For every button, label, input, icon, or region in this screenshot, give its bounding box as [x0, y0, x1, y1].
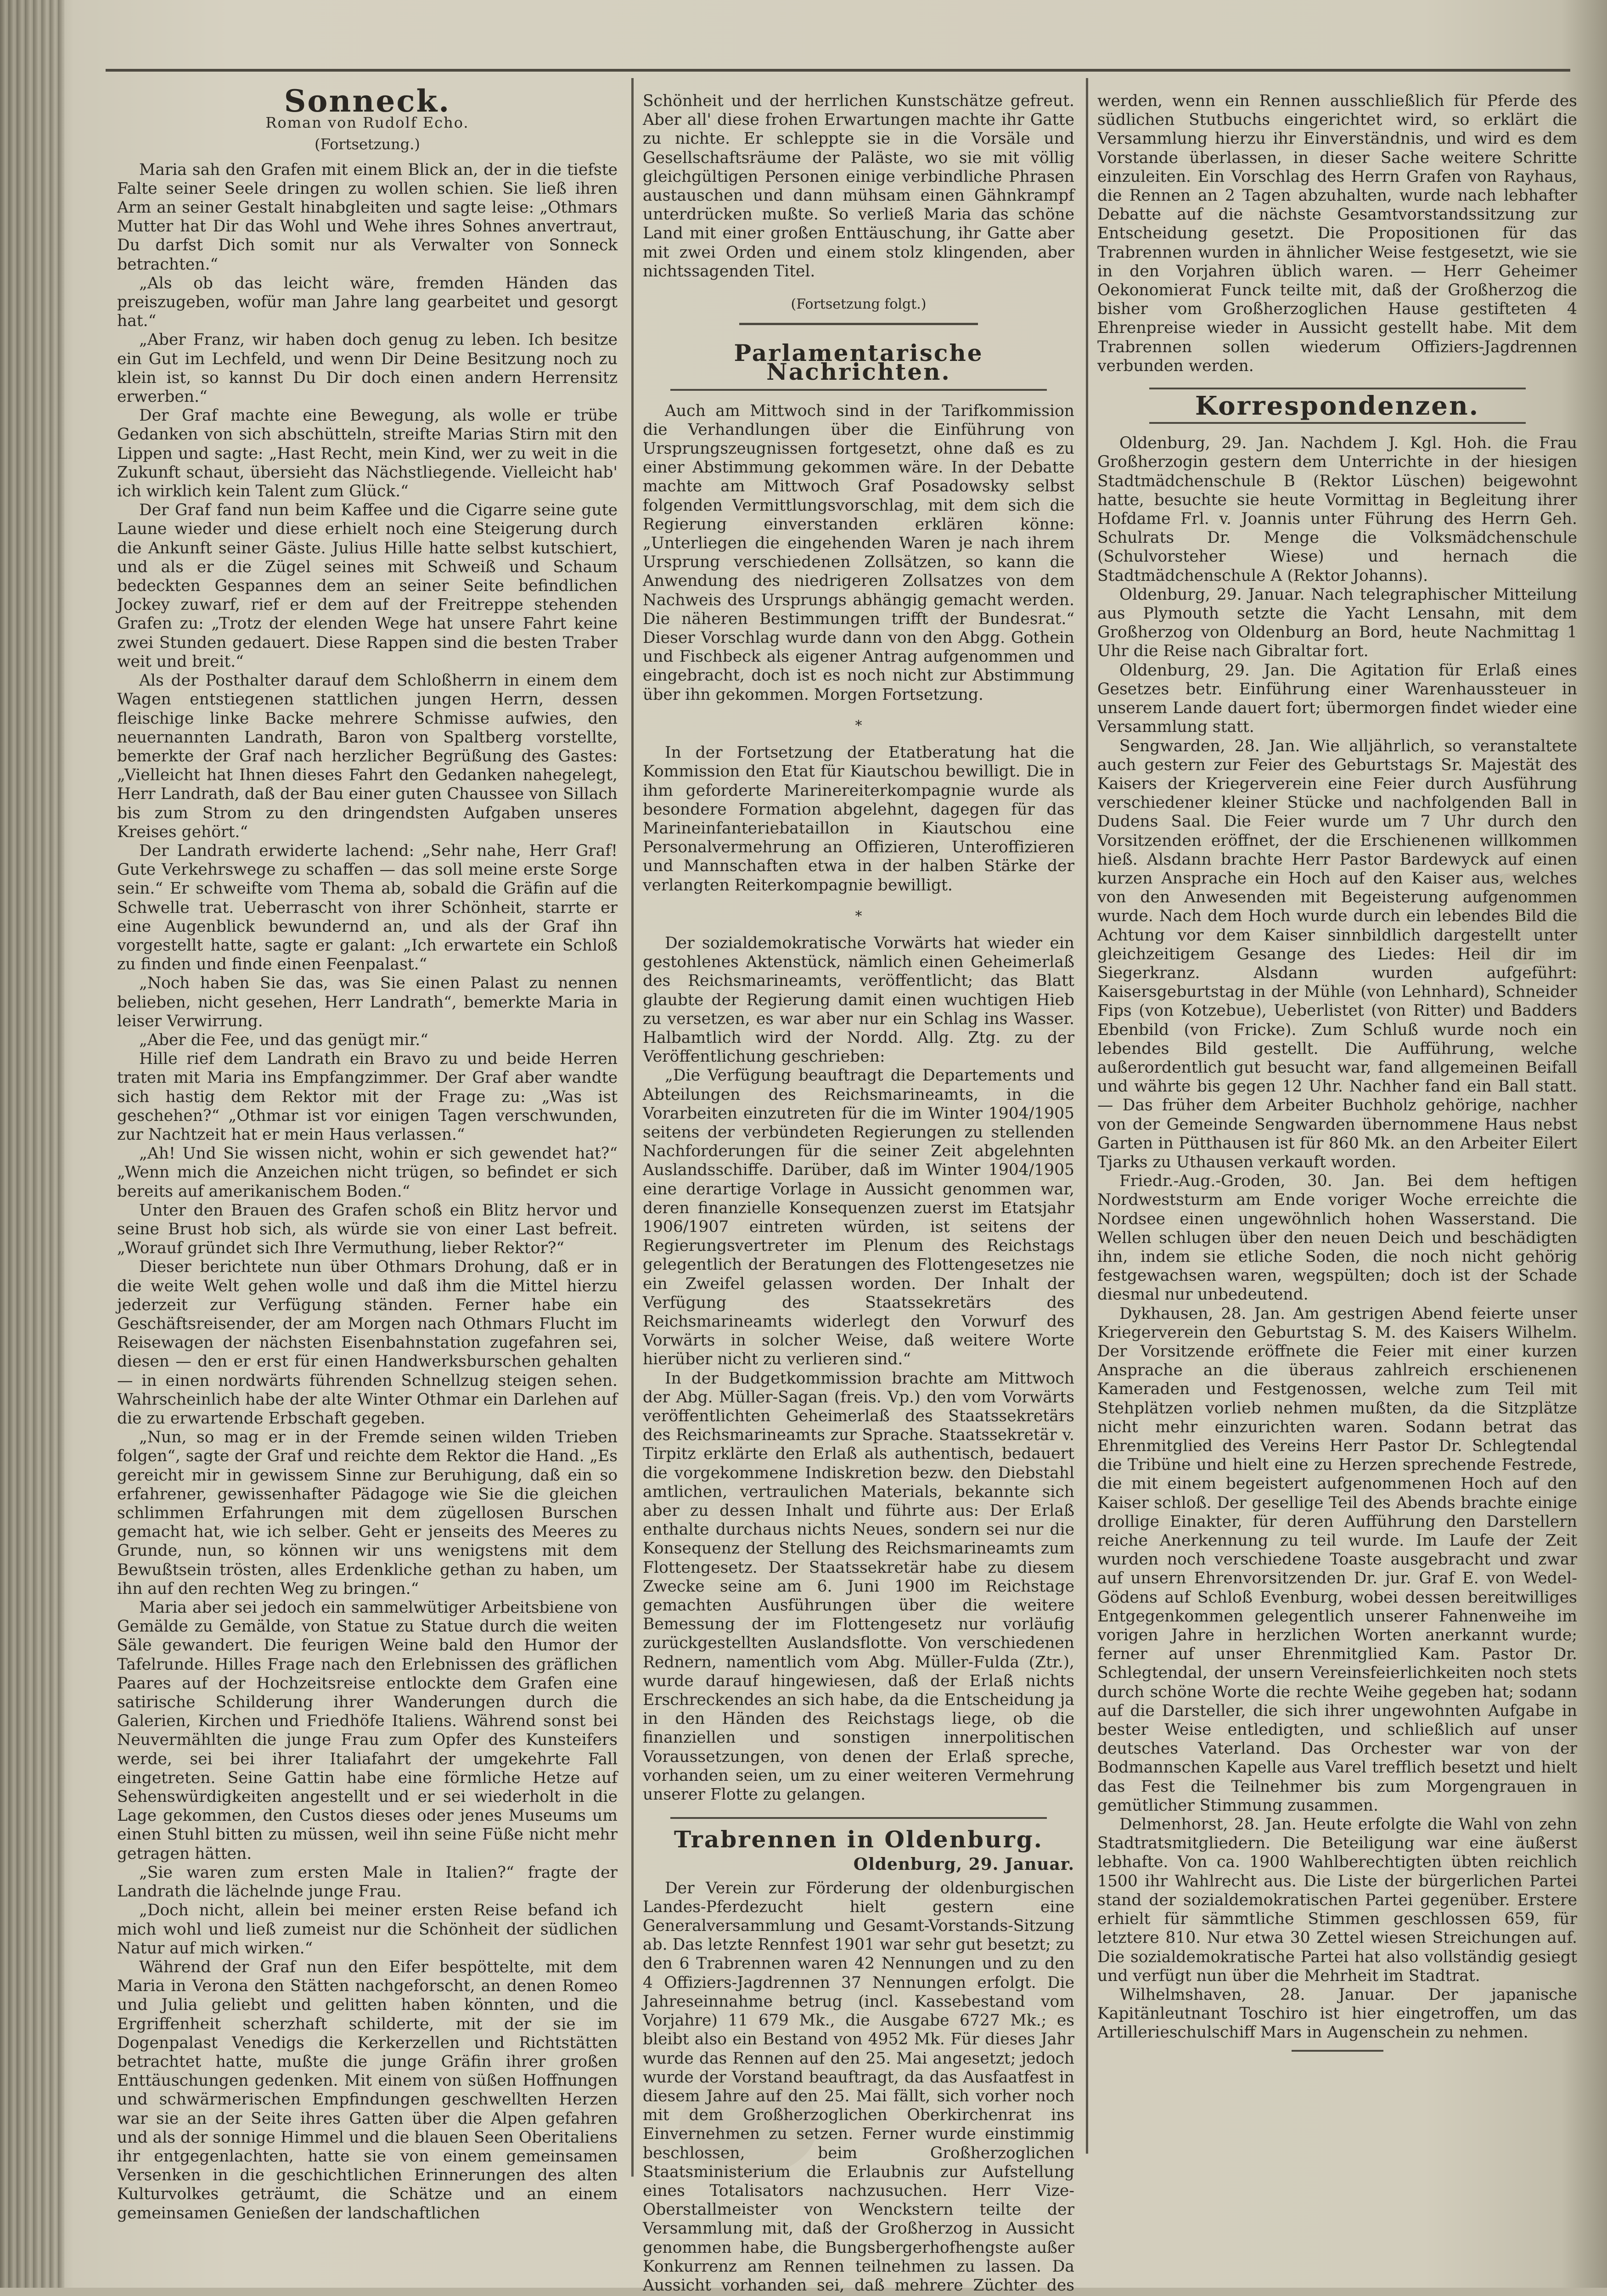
- section-heading: Parlamentarische Nachrichten.: [734, 339, 983, 386]
- column-2: [643, 92, 1074, 2296]
- dateline-text: Oldenburg, 29. Januar.: [853, 1855, 1074, 1874]
- paragraph: Sengwarden, 28. Jan. Wie alljährlich, so veranstaltete auch gestern zur Feier des Geburtstags Sr. Majestät des Kaisers der Kriegerverein eine Feier durch Ausführung verschiedener kleiner Stücke und nachfolgenden Ball in Dudens Saal. Die Feier wurde um 7 Uhr durch den Vorsitzenden eröffnet, der die Erschienenen willkommen hieß. Alsdann brachte Herr Pastor Bardewyck auf einen kurzen Ansprache ein Hoch auf den Kaiser aus, welches von den Anwesenden mit Begeisterung aufgenommen wurde. Nach dem Hoch wurde durch ein lebendes Bild die Achtung vor dem Kaiser sinnbildlich dargestellt unter gleichzeitigem Gesange des Liedes: Heil dir im Siegerkranz. Alsdann wurden aufgeführt: Kaisersgeburtstag in der Mühle (von Lehnhard), Schneider Fips (von Kotzebue), Ueberlistet (von Ritter) und Badders Ebenbild (von Fricke). Zum Schluß wurde noch ein lebendes Bild gestellt. Die Aufführung, welche außerordentlich gut besucht war, fand allgemeinen Beifall und währte bis gegen 12 Uhr. Nachher fand ein Ball statt. — Das früher dem Arbeiter Buchholz gehörige, nachher von der Gemeinde Sengwarden übernommene Haus nebst Garten in Pütthausen ist für 860 Mk. an den Arbeiter Eilert Tjarks zu Uthausen verkauft worden.: [1097, 737, 1577, 1171]
- paragraph: werden, wenn ein Rennen ausschließlich für Pferde des südlichen Stutbuchs eingerichtet wird, so erklärt die Versammlung hierzu ihr Einverständnis, und wird es dem Vorstande überlassen, in dieser Sache weitere Schritte einzuleiten. Ein Vorschlag des Herrn Grafen von Rayhaus, die Rennen an 2 Tagen abzuhalten, wurde nach lebhafter Debatte auf die nächste Gesamtvorstandssitzung zur Entscheidung gesetzt. Die Propositionen für das Trabrennen wurden in ähnlicher Weise festgesetzt, wie sie in den Vorjahren üblich waren. — Herr Geheimer Oekonomierat Funck teilte mit, daß der Großherzog die bisher vom Großherzoglichen Hause gestifteten 4 Ehrenpreise wieder in Aussicht gestellt habe. Mit dem Trabrennen sollen wiederum Offiziers-Jagdrennen verbunden werden.: [1097, 92, 1577, 375]
- dateline: [643, 1855, 1074, 1874]
- paragraph: Maria aber sei jedoch ein sammelwütiger Arbeitsbiene von Gemälde zu Gemälde, von Statue zu Statue durch die weiten Säle gewandert. Die feurigen Weine bald den Humor der Tafelrunde. Hilles Frage nach den Erlebnissen des gräflichen Paares auf der Hochzeitsreise entlockte dem Grafen eine satirische Schilderung ihrer Wanderungen durch die Galerien, Kirchen und Friedhöfe Italiens. Während sonst bei Neuvermählten die junge Frau zum Opfer des Kunsteifers werde, sei bei ihrer Italiafahrt der umgekehrte Fall eingetreten. Seine Gattin habe eine förmliche Hetze auf Sehenswürdigkeiten angestellt und er sei wiederholt in die Lage gekommen, den Custos dieses oder jenes Museums um einen Stuhl bitten zu müssen, weil ihn seine Füße nicht mehr getragen hätten.: [117, 1598, 618, 1863]
- column-3: [1097, 92, 1577, 2052]
- paragraph: Der sozialdemokratische Vorwärts hat wieder ein gestohlenes Aktenstück, nämlich einen Geheimerlaß des Reichsmarineamts, veröffentlicht; das Blatt glaubte der Regierung damit einen wuchtigen Hieb zu versetzen, es war aber nur ein Schlag ins Wasser. Halbamtlich wird der Nordd. Allg. Ztg. zu der Veröffentlichung geschrieben:: [643, 934, 1074, 1066]
- paragraph: „Ah! Und Sie wissen nicht, wohin er sich gewendet hat?“ „Wenn mich die Anzeichen nicht trügen, so befindet er sich bereits auf amerikanischem Boden.“: [117, 1144, 618, 1201]
- paragraph: Als der Posthalter darauf dem Schloßherrn in einem dem Wagen entstiegenen stattlichen jungen Herrn, dessen fleischige linke Backe mehrere Schmisse aufwies, den neuernannten Landrath, Baron von Spaltberg vorstellte, bemerkte der Graf nach herzlicher Begrüßung des Gastes: „Vielleicht hat Ihnen dieses Fahrt den Gedanken nahegelegt, Herr Landrath, daß der Bau einer guten Chaussee von Sillach bis zum Strom zu den dringendsten Aufgaben unseres Kreises gehört.“: [117, 671, 618, 841]
- paragraph: Schönheit und der herrlichen Kunstschätze gefreut. Aber all' diese frohen Erwartungen machte ihr Gatte zu nichte. Er schleppte sie in die Vorsäle und Gesellschaftsräume der Paläste, wo sie mit völlig gleichgültigen Personen einige verbindliche Phrasen austauschen und dann mühsam einen Gähnkrampf unterdrücken mußte. So verließ Maria das schöne Land mit einer großen Enttäuschung, ihr Gatte aber mit zwei Orden und einem stolz klingenden, aber nichtssagenden Titel.: [643, 92, 1074, 281]
- serial-author: Roman von Rudolf Echo.: [265, 114, 469, 132]
- section-heading: Korrespondenzen.: [1195, 391, 1480, 422]
- paragraph: „Doch nicht, allein bei meiner ersten Reise befand ich mich wohl und ließ zumeist nur die Schönheit der südlichen Natur auf mich wirken.“: [117, 1901, 618, 1958]
- paragraph: „Aber die Fee, und das genügt mir.“: [139, 1030, 428, 1049]
- paragraph: Der Graf machte eine Bewegung, als wolle er trübe Gedanken von sich abschütteln, streifte Marias Stirn mit den Lippen und sagte: „Hast Recht, mein Kind, wer zu weit in die Zukunft schaut, übersieht das Nächstliegende. Vielleicht hab' ich wirklich kein Talent zum Glück.“: [117, 406, 618, 501]
- paragraph: Der Graf fand nun beim Kaffee und die Cigarre seine gute Laune wieder und diese erhielt noch eine Steigerung durch die Ankunft seiner Gäste. Julius Hille hatte selbst kutschiert, und als er die Zügel seines mit Schweiß und Schaum bedeckten Gespannes dem an seiner Seite befindlichen Jockey zuwarf, rief er dem auf der Freitreppe stehenden Grafen zu: „Trotz der elenden Wege hat unsere Fahrt keine zwei Stunden gedauert. Diese Rappen sind die besten Traber weit und breit.“: [117, 501, 618, 671]
- section-rule: [1149, 388, 1526, 389]
- paragraph: Oldenburg, 29. Januar. Nach telegraphischer Mitteilung aus Plymouth setzte die Yacht Lensahn, mit dem Großherzog von Oldenburg an Bord, heute Nachmittag 1 Uhr die Reise nach Gibraltar fort.: [1097, 585, 1577, 661]
- section-rule: [739, 323, 978, 325]
- paragraph: „Als ob das leicht wäre, fremden Händen das preiszugeben, wofür man Jahre lang gearbeitet und gesorgt hat.“: [117, 274, 618, 331]
- section-rule: [670, 1817, 1047, 1819]
- paragraph: Wilhelmshaven, 28. Januar. Der japanische Kapitänleutnant Toschiro ist hier eingetroffen, um das Artillerieschulschiff Mars in Augenschein zu nehmen.: [1097, 1985, 1577, 2042]
- paragraph: „Nun, so mag er in der Fremde seinen wilden Trieben folgen“, sagte der Graf und reichte dem Rektor die Hand. „Es gereicht mir in gewissem Sinne zur Beruhigung, daß ein so erfahrener, gewissenhafter Pädagoge wie Sie die gleichen schlimmen Erfahrungen mit dem zügellosen Burschen gemacht hat, wie ich selber. Geht er jenseits des Meeres zu Grunde, nun, so können wir uns wenigstens mit dem Bewußtsein trösten, alles Erdenkliche gethan zu haben, um ihn auf den rechten Weg zu bringen.“: [117, 1428, 618, 1598]
- section-heading: Trabrennen in Oldenburg.: [674, 1826, 1044, 1853]
- serial-title: Sonneck.: [284, 83, 451, 119]
- paragraph: „Noch haben Sie das, was Sie einen Palast zu nennen belieben, nicht gesehen, Herr Landrath“, bemerkte Maria in leiser Verwirrung.: [117, 974, 618, 1030]
- paragraph: „Sie waren zum ersten Male in Italien?“ fragte der Landrath die lächelnde junge Frau.: [117, 1863, 618, 1901]
- paragraph: Oldenburg, 29. Jan. Nachdem J. Kgl. Hoh. die Frau Großherzogin gestern dem Unterrichte in der hiesigen Stadtmädchenschule B (Rektor Lüschen) beigewohnt hatte, besuchte sie heute Vormittag in Begleitung ihrer Hofdame Frl. v. Joannis unter Führung des Herrn Geh. Schulrats Dr. Menge die Volksmädchenschule (Schulvorsteher Wiese) und hernach die Stadtmädchenschule A (Rektor Johanns).: [1097, 434, 1577, 585]
- top-rule: [106, 69, 1570, 72]
- paragraph: Oldenburg, 29. Jan. Die Agitation für Erlaß eines Gesetzes betr. Einführung einer Warenhaussteuer in unserem Lande dauert fort; übermorgen findet wieder eine Versammlung statt.: [1097, 661, 1577, 737]
- section-rule: [670, 389, 1047, 391]
- section-rule: [1149, 422, 1526, 424]
- column-divider-1: [631, 78, 634, 2177]
- book-binding-edge: [0, 0, 64, 2288]
- column-1: [117, 83, 618, 2223]
- paragraph: „Aber Franz, wir haben doch genug zu leben. Ich besitze ein Gut im Lechfeld, und wenn Dir Deine Besitzung noch zu klein ist, so kannst Du Dir doch einen andern Herrensitz erwerben.“: [117, 331, 618, 406]
- paragraph: In der Budgetkommission brachte am Mittwoch der Abg. Müller-Sagan (freis. Vp.) den vom Vorwärts veröffentlichten Geheimerlaß des Staatssekretärs des Reichsmarineamts zur Sprache. Staatssekretär v. Tirpitz erklärte den Erlaß als authentisch, bedauert die vorgekommene Indiskretion bezw. den Diebstahl amtlichen, vertraulichen Materials, bekannte sich aber zu dessen Inhalt und führte aus: Der Erlaß enthalte durchaus nichts Neues, sondern sei nur die Konsequenz der Stellung des Reichsmarineamts zum Flottengesetz. Der Staatssekretär habe zu diesem Zwecke seine am 6. Juni 1900 im Reichstage gemachten Ausführungen über die weitere Bemessung der im Flottengesetz nur vorläufig zurückgestellten Auslandsflotte. Von verschiedenen Rednern, namentlich vom Abg. Müller-Fulda (Ztr.), wurde darauf hingewiesen, daß der Erlaß nichts Erschreckendes an sich habe, da die Entscheidung ja in den Händen des Reichstags liege, ob die finanziellen und sonstigen innerpolitischen Voraussetzungen, von denen der Erlaß spreche, vorhanden seien, um zu einer weiteren Vermehrung unserer Flotte zu gelangen.: [643, 1369, 1074, 1804]
- paragraph: Hille rief dem Landrath ein Bravo zu und beide Herren traten mit Maria ins Empfangzimmer. Der Graf aber wandte sich hastig dem Rektor mit der Frage zu: „Was ist geschehen?“ „Othmar ist vor einigen Tagen verschwunden, zur Nachtzeit hat er mein Haus verlassen.“: [117, 1050, 618, 1144]
- paragraph: Unter den Brauen des Grafen schoß ein Blitz hervor und seine Brust hob sich, als würde sie von einer Last befreit. „Worauf gründet sich Ihre Vermuthung, lieber Rektor?“: [117, 1201, 618, 1258]
- paragraph: Maria sah den Grafen mit einem Blick an, der in die tiefste Falte seiner Seele dringen zu wollen schien. Sie ließ ihren Arm an seiner Gestalt hinabgleiten und sagte leise: „Othmars Mutter hat Dir das Wohl und Wehe ihres Sohnes anvertraut, Du darfst Dich somit nur als Verwalter von Sonneck betrachten.“: [117, 160, 618, 274]
- serial-continuation-note: (Fortsetzung folgt.): [791, 296, 927, 313]
- paragraph: Delmenhorst, 28. Jan. Heute erfolgte die Wahl von zehn Stadtratsmitgliedern. Die Beteiligung war eine äußerst lebhafte. Von ca. 1900 Wahlberechtigten übten reichlich 1500 ihr Wahlrecht aus. Die Liste der bürgerlichen Partei stand der sozialdemokratischen Partei gegenüber. Erstere erhielt für sämmtliche Stimmen geschlossen 659, für letztere 810. Nur etwa 30 Zettel wiesen Streichungen auf. Die sozialdemokratische Partei hat also vollständig gesiegt und verfügt nun über die Mehrheit im Stadtrat.: [1097, 1815, 1577, 1985]
- paragraph: Friedr.-Aug.-Groden, 30. Jan. Bei dem heftigen Nordweststurm am Ende voriger Woche erreichte die Nordsee einen ungewöhnlich hohen Wasserstand. Die Wellen schlugen über den neuen Deich und beschädigten ihn, indem sie etliche Soden, die noch nicht gehörig festgewachsen waren, wegspülten; doch ist der Schade diesmal nur unbedeutend.: [1097, 1172, 1577, 1304]
- paragraph: Der Landrath erwiderte lachend: „Sehr nahe, Herr Graf! Gute Verkehrswege zu schaffen — das soll meine erste Sorge sein.“ Er schweifte vom Thema ab, sobald die Gräfin auf die Schwelle trat. Ueberrascht von ihrer Schönheit, starrte er eine Augenblick bewundernd an, und als der Graf ihn vorgestellt hatte, sagte er galant: „Ich erwartete ein Schloß zu finden und finde einen Feenpalast.“: [117, 841, 618, 974]
- end-rule: [1292, 2050, 1383, 2052]
- paragraph: Der Verein zur Förderung der oldenburgischen Landes-Pferdezucht hielt gestern eine Generalversammlung und Gesamt-Vorstands-Sitzung ab. Das letzte Rennfest 1901 war sehr gut besetzt; zu den 6 Trabrennen waren 42 Nennungen und zu den 4 Offiziers-Jagdrennen 37 Nennungen erfolgt. Die Jahreseinnahme betrug (incl. Kassebestand vom Vorjahre) 11 679 Mk., die Ausgabe 6727 Mk.; es bleibt also ein Bestand von 4952 Mk. Für dieses Jahr wurde das Rennen auf den 25. Mai angesetzt; jedoch wurde der Vorstand beauftragt, da das Ausfaatfest in diesem Jahre auf den 25. Mai fällt, sich vorher noch mit dem Großherzoglichen Oberkirchenrat ins Einvernehmen zu setzen. Ferner wurde einstimmig beschlossen, beim Großherzoglichen Staatsministerium die Erlaubnis zur Aufstellung eines Totalisators nachzusuchen. Herr Vize-Oberstallmeister von Wenckstern teilte der Versammlung mit, daß der Großherzog in Aussicht genommen habe, die Bungsbergerhofhengste außer Konkurrenz am Rennen teilnehmen zu lassen. Da Aussicht vorhanden sei, daß mehrere Züchter des: [643, 1879, 1074, 2295]
- section-separator: *: [855, 717, 862, 734]
- paragraph: In der Fortsetzung der Etatberatung hat die Kommission den Etat für Kiautschou bewilligt. Die in ihm geforderte Marinereiterkompagnie wurde als besondere Formation abgelehnt, dagegen für das Marineinfanteriebataillon in Kiautschou eine Personalvermehrung an Offizieren, Unteroffizieren und Mannschaften etwa in der halben Stärke der verlangten Reiterkompagnie bewilligt.: [643, 743, 1074, 895]
- paragraph: Dykhausen, 28. Jan. Am gestrigen Abend feierte unser Kriegerverein den Geburtstag S. M. des Kaisers Wilhelm. Der Vorsitzende eröffnete die Feier mit einer kurzen Ansprache an die überaus zahlreich erschienenen Kameraden und Festgenossen, welche zum Teil mit Stehplätzen vorlieb nehmen mußten, da die Sitzplätze nicht mehr einzurichten waren. Sodann betrat das Ehrenmitglied des Vereins Herr Pastor Dr. Schlegtendal die Tribüne und hielt eine zu Herzen sprechende Festrede, die mit einem begeistert aufgenommenen Hoch auf den Kaiser schloß. Der gesellige Teil des Abends brachte einige drollige Einakter, für deren Aufführung den Darstellern reiche Anerkennung zu teil wurde. Im Laufe der Zeit wurden noch verschiedene Toaste ausgebracht und zwar auf unsern Ehrenvorsitzenden Dr. jur. Graf E. von Wedel-Gödens auf Schloß Evenburg, wobei dessen bereitwilliges Entgegenkommen gelegentlich unserer Fahnenweihe im vorigen Jahre in herzlichen Worten anerkannt wurde; ferner auf unser Ehrenmitglied Kam. Pastor Dr. Schlegtendal, der unsern Vereinsfeierlichkeiten noch stets durch schöne Worte die rechte Weihe gegeben hat; sodann auf die Darsteller, die sich ihrer ungewohnten Aufgabe in bester Weise entledigten, und schließlich auf unser deutsches Vaterland. Das Orchester war von der Bodmannschen Kapelle aus Varel trefflich besetzt und hielt das Fest die Teilnehmer bis zum Morgengrauen in gemütlicher Stimmung zusammen.: [1097, 1304, 1577, 1815]
- serial-continuation: (Fortsetzung.): [315, 135, 420, 153]
- paragraph: Auch am Mittwoch sind in der Tarifkommission die Verhandlungen über die Einführung von Ursprungszeugnissen fortgesetzt, ohne daß es zu einer Abstimmung gekommen wäre. In der Debatte machte am Mittwoch Graf Posadowsky selbst folgenden Vermittlungsvorschlag, mit dem sich die Regierung einverstanden erklären könne: „Unterliegen die eingehenden Waren je nach ihrem Ursprung verschiedenen Zollsätzen, so kann die Anwendung des niedrigeren Zollsatzes von dem Nachweis des Ursprungs abhängig gemacht werden. Die näheren Bestimmungen trifft der Bundesrat.“ Dieser Vorschlag wurde dann von den Abgg. Gothein und Fischbeck als eigener Antrag aufgenommen und eingebracht, doch ist es noch nicht zur Abstimmung über ihn gekommen. Morgen Fortsetzung.: [643, 401, 1074, 704]
- paragraph: Während der Graf nun den Eifer bespöttelte, mit dem Maria in Verona den Stätten nachgeforscht, an denen Romeo und Julia geliebt und gelitten haben könnten, und die Ergriffenheit scherzhaft schilderte, mit der sie im Dogenpalast Venedigs die Kerkerzellen und Richtstätten betrachtet hatte, mußte die junge Gräfin ihrer großen Enttäuschungen gedenken. Mit einem von süßen Hoffnungen und schwärmerischen Empfindungen geschwellten Herzen war sie an der Seite ihres Gatten über die Alpen gefahren und als der sonnige Himmel und die blauen Seen Oberitaliens ihr entgegenlachten, hatte sie von einem gemeinsamen Versenken in die geschichtlichen Erinnerungen des alten Kulturvolkes geträumt, die Schätze und an einem gemeinsamen Genießen der landschaftlichen: [117, 1958, 618, 2223]
- paragraph: Dieser berichtete nun über Othmars Drohung, daß er in die weite Welt gehen wolle und daß ihm die Mittel hierzu jederzeit zur Verfügung ständen. Ferner habe ein Geschäftsreisender, der am Morgen nach Othmars Flucht im Reisewagen der nächsten Eisenbahnstation zugefahren sei, diesen — den er erst für einen Handwerksburschen gehalten — in einen nordwärts führenden Schnellzug steigen sehen. Wahrscheinlich habe der alte Winter Othmar ein Darlehen auf die zu erwartende Erbschaft gegeben.: [117, 1258, 618, 1428]
- section-separator: *: [855, 908, 862, 924]
- paragraph: „Die Verfügung beauftragt die Departements und Abteilungen des Reichsmarineamts, in die Vorarbeiten einzutreten für die im Winter 1904/1905 seitens der verbündeten Regierungen zu stellenden Nachforderungen für die seiner Zeit abgelehnten Auslandsschiffe. Darüber, daß im Winter 1904/1905 eine derartige Vorlage in Aussicht genommen war, deren finanzielle Konsequenzen zuerst im Etatsjahr 1906/1907 eintreten würden, ist seitens der Regierungsvertreter im Plenum des Reichstags gelegentlich der Beratungen des Flottengesetzes nie ein Zweifel gelassen worden. Der Inhalt der Verfügung des Staatssekretärs des Reichsmarineamts widerlegt den Vorwurf des Vorwärts in solcher Weise, daß weitere Worte hierüber nicht zu verlieren sind.“: [643, 1066, 1074, 1369]
- column-divider-2: [1086, 78, 1088, 2154]
